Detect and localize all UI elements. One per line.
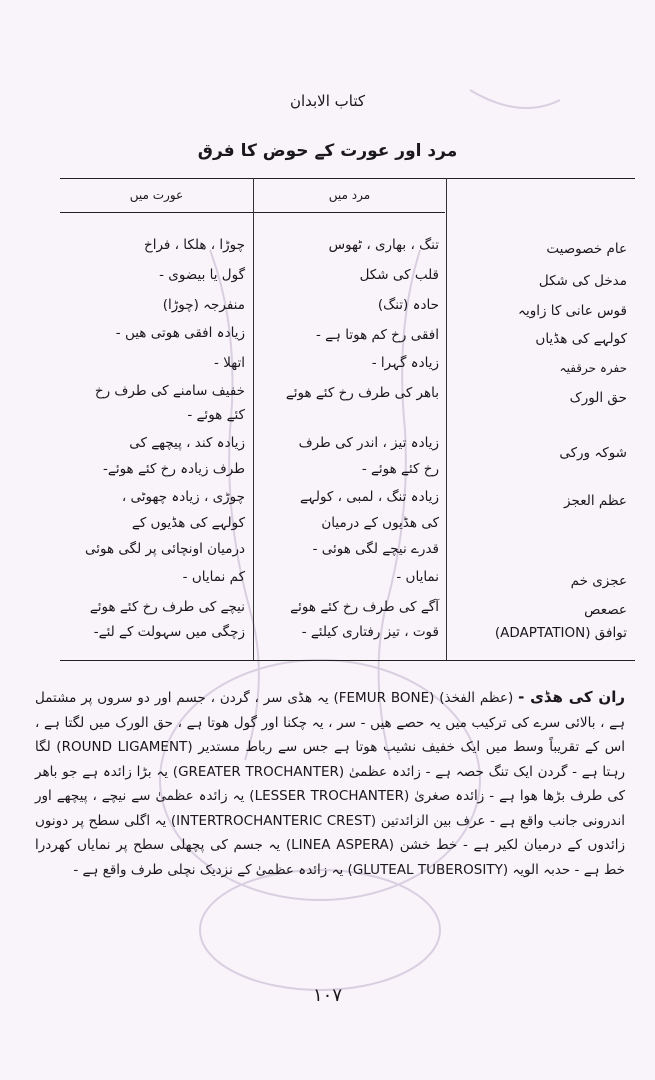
women-cell: زچگی میں سہولت کے لئے- <box>93 624 245 640</box>
column-divider <box>446 178 447 660</box>
women-cell: کئے ھوئے - <box>187 407 245 423</box>
men-cell: افقی رخ کم ھوتا ہے - <box>315 327 439 343</box>
section-title: مرد اور عورت کے حوض کا فرق <box>197 141 458 161</box>
women-cell: زیادہ افقی ھوتی ھیں - <box>115 325 245 341</box>
table-top-rule <box>60 178 635 179</box>
men-cell: نمایاں - <box>396 569 439 585</box>
row-label: قوس عانی کا زاویہ <box>518 303 627 319</box>
row-label: حق الورک <box>569 390 627 406</box>
men-cell: آگے کی طرف رخ کئے ھوئے <box>290 599 439 615</box>
women-cell: درمیان اونچائی پر لگی ھوئی <box>84 541 245 557</box>
table-bottom-rule <box>60 660 635 661</box>
row-label: توافق (ADAPTATION) <box>494 625 627 641</box>
page-number: ۱۰۷ <box>312 985 342 1006</box>
row-label: عظم العجز <box>564 493 627 509</box>
men-cell: زیادہ گہرا - <box>371 355 439 371</box>
femur-paragraph <box>35 685 625 882</box>
women-cell: منفرجہ (چوڑا) <box>162 297 245 313</box>
men-cell: حادہ (تنگ) <box>377 297 439 313</box>
row-label: کولہے کی ھڈیاں <box>535 331 627 347</box>
men-cell: زیادہ تیز ، اندر کی طرف <box>298 435 439 451</box>
women-cell: طرف زیادہ رخ کئے ھوئے- <box>103 461 245 477</box>
men-cell: قدرے نیچے لگی ھوئی - <box>312 541 439 557</box>
running-header: کتاب الابدان <box>289 92 366 110</box>
women-column-header: عورت میں <box>129 188 184 202</box>
paragraph-text: (عظم الفخذ) (FEMUR BONE) یہ ھڈی سر ، گردن ، جسم اور دو سروں پر مشتمل ہے ، بالائی سرے کی ترکیب میں یہ حصے ھیں - سر ، یہ چکنا اور گول ھوتا ہے ، حق الورک میں لگتا ہے ، اس کے تقریباً وسط میں ایک خفیف نشیب ھوتا ہے جس سے رباط مستدیر (ROUND LIGAMENT) لگا رہتا ہے - گردن ایک تنگ حصہ ہے - زائدہ عظمیٰ (GREATER TROCHANTER) یہ بڑا زائدہ ہے جو باھر کی طرف بڑھا ھوا ہے - زائدہ صغریٰ (LESSER TROCHANTER) یہ زائدہ عظمیٰ سے نیچے ، پیچھے اور اندرونی جانب واقع ہے - عرف بین الزائدتین (INTERTROCHANTERIC CREST) یہ اگلی سطح پر دونوں زائدوں کے درمیان لکیر ہے - خط خشن (LINEA ASPERA) یہ جسم کی پچھلی سطح پر نمایاں کھردرا خط ہے - حدبہ الویہ (GLUTEAL TUBEROSITY) یہ زائدہ عظمیٰ کے نزدیک نچلی طرف واقع ہے - <box>35 690 626 878</box>
women-cell: گول یا بیضوی - <box>159 267 245 283</box>
men-cell: قوت ، تیز رفتاری کیلئے - <box>301 624 439 640</box>
men-cell: کی ھڈیوں کے درمیان <box>321 515 439 531</box>
men-cell: رخ کئے ھوئے - <box>361 461 439 477</box>
row-label: عجزی خم <box>570 573 627 589</box>
women-cell: چوڑی ، زیادہ چھوٹی ، <box>121 489 245 505</box>
women-cell: کم نمایاں - <box>182 569 245 585</box>
row-label: حفرہ حرقفیہ <box>559 361 627 375</box>
women-cell: زیادہ کند ، پیچھے کی <box>129 435 245 451</box>
men-cell: باھر کی طرف رخ کئے ھوئے <box>285 385 439 401</box>
women-cell: کولہے کی ھڈیوں کے <box>131 515 245 531</box>
women-cell: چوڑا ، ھلکا ، فراخ <box>144 237 245 253</box>
row-label: عام خصوصیت <box>546 241 627 257</box>
column-divider <box>253 178 254 660</box>
row-label: مدخل کی شکل <box>538 273 627 289</box>
women-cell: نیچے کی طرف رخ کئے ھوئے <box>89 599 245 615</box>
paragraph-lead: ران کی ھڈی - <box>518 688 625 706</box>
men-cell: قلب کی شکل <box>359 267 439 283</box>
men-cell: تنگ ، بھاری ، ٹھوس <box>328 237 439 253</box>
row-label: عصعص <box>584 602 627 618</box>
women-cell: اتھلا - <box>214 355 245 371</box>
men-cell: زیادہ تنگ ، لمبی ، کولہے <box>300 489 439 505</box>
row-label: شوکہ ورکی <box>559 445 627 461</box>
women-cell: خفیف سامنے کی طرف رخ <box>94 383 245 399</box>
men-column-header: مرد میں <box>328 188 371 202</box>
